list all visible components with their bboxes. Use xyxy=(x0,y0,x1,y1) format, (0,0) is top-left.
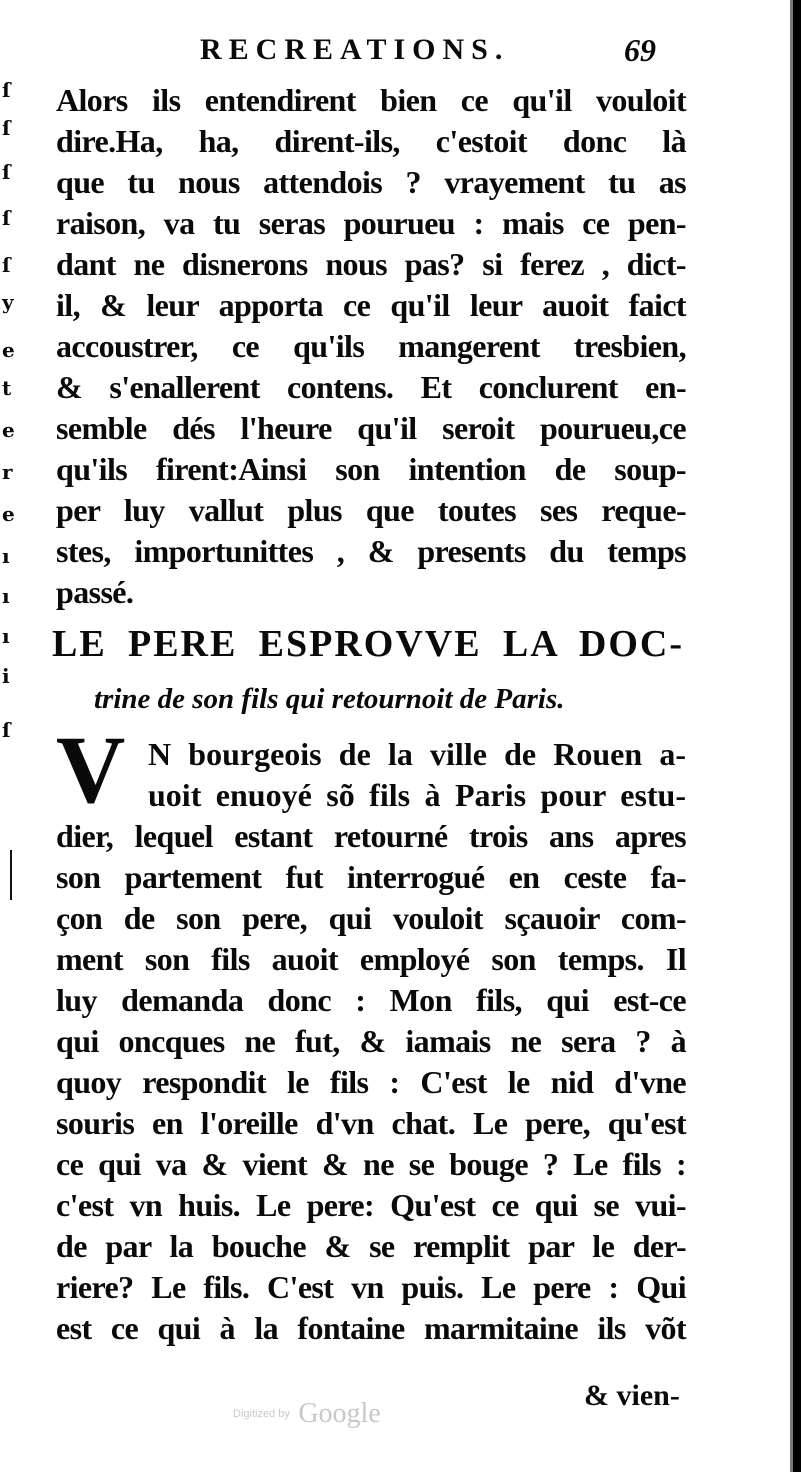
margin-mark: ſ xyxy=(2,116,11,140)
margin-mark: e xyxy=(2,338,15,362)
margin-mark: ſ xyxy=(2,206,11,230)
margin-mark: e xyxy=(2,502,15,526)
text-line: ce qui va & vient & ne se bouge ? Le fils : xyxy=(56,1146,686,1182)
text-line-dropcap: N bourgeois de la ville de Rouen a- xyxy=(148,736,686,772)
text-line: dire.Ha, ha, dirent-ils, c'estoit donc là xyxy=(56,123,686,159)
margin-mark: e xyxy=(2,418,15,442)
text-line: dier, lequel estant retourné trois ans apres xyxy=(56,818,686,854)
catchword: & vien- xyxy=(584,1379,680,1412)
text-line: c'est vn huis. Le pere: Qu'est ce qui se vui- xyxy=(56,1187,686,1223)
left-margin-bleed-marks xyxy=(0,80,20,780)
text-line: que tu nous attendois ? vrayement tu as xyxy=(56,164,686,200)
section-heading: LE PERE ESPROVVE LA DOC- xyxy=(52,623,684,665)
text-line: stes, importunittes , & presents du temps xyxy=(56,533,686,569)
text-line-dropcap: uoit enuoyé sõ fils à Paris pour estu- xyxy=(148,777,686,813)
text-line: qui oncques ne fut, & iamais ne sera ? à xyxy=(56,1023,686,1059)
left-margin-rule xyxy=(10,850,12,900)
drop-cap-initial: V xyxy=(56,716,126,823)
margin-mark: i xyxy=(2,664,10,688)
margin-mark: ſ xyxy=(2,253,11,277)
text-line: dant ne disnerons nous pas? si ferez , dict- xyxy=(56,246,686,282)
scan-shadow-right xyxy=(790,0,793,1472)
scan-border-right xyxy=(793,0,801,1472)
paragraph-continued xyxy=(56,80,686,613)
margin-mark: ı xyxy=(2,584,10,608)
margin-mark: y xyxy=(2,290,14,314)
text-line: son partement fut interrogué en ceste fa- xyxy=(56,859,686,895)
text-line: luy demanda donc : Mon fils, qui est-ce xyxy=(56,982,686,1018)
running-head: RECREATIONS. xyxy=(200,33,510,66)
text-line: riere? Le fils. C'est vn puis. Le pere : Qui xyxy=(56,1269,686,1305)
text-line: souris en l'oreille d'vn chat. Le pere, qu'est xyxy=(56,1105,686,1141)
text-line: il, & leur apporta ce qu'il leur auoit faict xyxy=(56,287,686,323)
google-logo: Google xyxy=(298,1398,381,1429)
text-line: & s'enallerent contens. Et conclurent en- xyxy=(56,369,686,405)
margin-mark: ſ xyxy=(2,78,11,102)
text-line: Alors ils entendirent bien ce qu'il vouloit xyxy=(56,82,686,118)
text-line: ment son fils auoit employé son temps. Il xyxy=(56,941,686,977)
margin-mark: r xyxy=(2,460,13,484)
margin-mark: ı xyxy=(2,624,10,648)
margin-mark: ſ xyxy=(2,718,11,742)
margin-mark: t xyxy=(2,376,12,400)
page-number: 69 xyxy=(624,32,656,68)
text-line: raison, va tu seras pourueu : mais ce pen- xyxy=(56,205,686,241)
text-line: per luy vallut plus que toutes ses reque- xyxy=(56,492,686,528)
text-line: quoy respondit le fils : C'est le nid d'vne xyxy=(56,1064,686,1100)
paragraph-anecdote xyxy=(56,816,686,1349)
text-line: qu'ils firent:Ainsi son intention de soup- xyxy=(56,451,686,487)
text-line: accoustrer, ce qu'ils mangerent tresbien, xyxy=(56,328,686,364)
digitization-watermark xyxy=(233,1398,381,1430)
text-line-last: passé. xyxy=(56,574,134,610)
watermark-prefix: Digitized by xyxy=(233,1408,290,1420)
text-line: semble dés l'heure qu'il seroit pourueu,ce xyxy=(56,410,686,446)
margin-mark: ı xyxy=(2,544,10,568)
section-subheading: trine de son fils qui retournoit de Paris. xyxy=(94,683,565,715)
text-line: de par la bouche & se remplit par le der- xyxy=(56,1228,686,1264)
text-line: çon de son pere, qui vouloit sçauoir com- xyxy=(56,900,686,936)
text-line: est ce qui à la fontaine marmitaine ils võt xyxy=(56,1310,686,1346)
margin-mark: ſ xyxy=(2,160,11,184)
